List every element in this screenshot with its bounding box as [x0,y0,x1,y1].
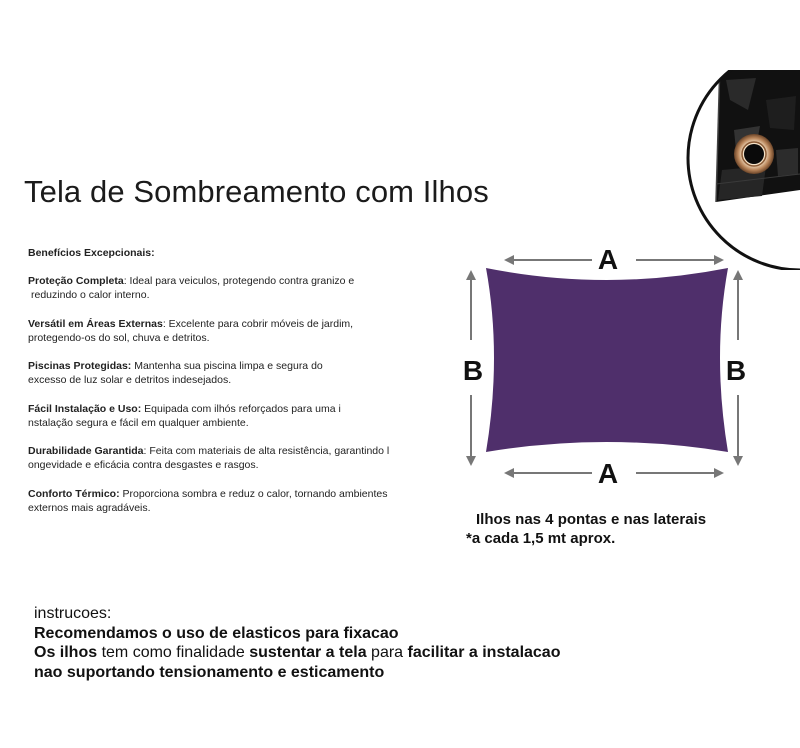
benefit-item [28,487,398,515]
benefit-text: : Ideal para veiculos, protegendo contra granizo e [123,275,355,287]
shade-sail-shape [486,268,728,452]
benefit-item [28,317,398,345]
benefit-text-line2: nstalação segura e fácil em qualquer ambiente. [28,416,249,429]
benefit-item [28,444,398,472]
dimension-label-bottom: A [597,458,619,489]
benefit-text: : Excelente para cobrir móveis de jardim, [162,317,354,330]
benefit-name: Durabilidade Garantida [28,445,144,457]
benefit-item [28,274,398,302]
benefit-text-line2: externos mais agradáveis. [28,501,151,514]
benefits-section [28,246,398,529]
benefit-text: : Feita com materiais de alta resistência, garantindo l [143,445,390,457]
benefit-text: Equipada com ilhós reforçados para uma i [141,402,341,415]
benefit-text: Mantenha sua piscina limpa e segura do [131,360,323,372]
benefit-item [28,402,398,430]
instructions-line2 [34,643,734,663]
benefit-name: Proteção Completa [28,275,124,287]
dimension-label-top: A [597,244,619,275]
instructions-line2-part4: para [366,644,408,661]
page-title: Tela de Sombreamento com Ilhos [24,174,489,209]
instructions-line2-part1: Os ilhos [34,644,98,661]
shade-sail-diagram [450,230,770,500]
dimension-label-left: B [462,355,484,386]
instructions-line3: nao suportando tensionamento e esticamento [34,663,385,681]
benefit-text-line2: excesso de luz solar e detritos indesejados. [28,374,232,386]
ilhos-note-line1: Ilhos nas 4 pontas e nas laterais [476,511,707,528]
benefit-item [28,359,398,387]
benefit-text-line2: protegendo-os do sol, chuva e detritos. [28,331,210,344]
benefit-text-line2: reduzindo o calor interno. [31,289,150,301]
instructions-line2-part2: tem como finalidade [97,644,250,661]
instructions-line1: Recomendamos o uso de elasticos para fixacao [34,624,399,642]
benefit-name: Versátil em Áreas Externas [28,317,163,330]
instructions-line2-part5: facilitar a instalacao [407,644,561,661]
benefit-text: Proporciona sombra e reduz o calor, tornando ambientes [119,487,388,500]
benefit-text-line2: ongevidade e eficácia contra desgastes e rasgos. [28,459,259,471]
instructions-line2-part3: sustentar a tela [249,644,367,661]
instructions-section [34,604,734,682]
benefit-name: Conforto Térmico: [28,487,120,500]
instructions-label: instrucoes: [34,605,112,622]
benefits-heading: Benefícios Excepcionais: [28,247,155,259]
benefit-name: Fácil Instalação e Uso: [28,402,142,415]
benefit-name: Piscinas Protegidas: [28,360,132,372]
ilhos-note-line2: *a cada 1,5 mt aprox. [466,530,616,547]
dimension-label-right: B [725,355,747,386]
ilhos-note [466,510,786,548]
